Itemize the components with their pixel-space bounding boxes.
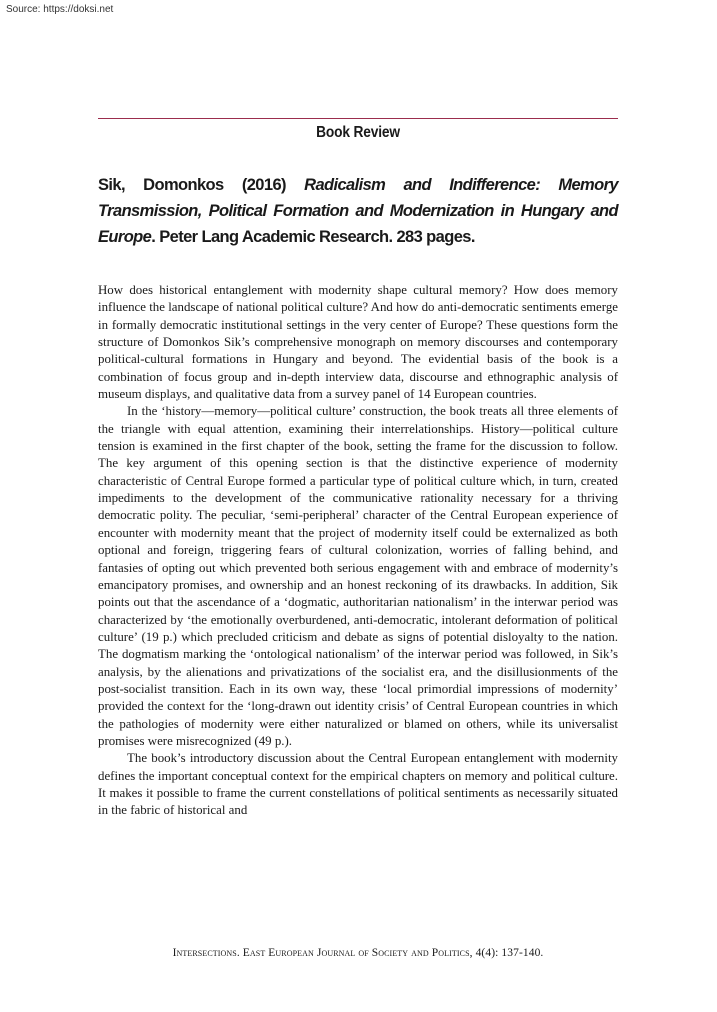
citation-title: Radicalism and Indifference: Memory Transmission, Political Formation and Modernization in Hungary and Europe <box>98 176 618 246</box>
header-rule <box>98 118 618 119</box>
citation-author: Sik, Domonkos (2016) <box>98 176 305 194</box>
paragraph: The book’s introductory discussion about the Central European entanglement with modernity defines the important conceptual context for the empirical chapters on memory and political culture. It makes it possible to frame the current constellations of political sentiments as necessarily situated in the fabric of historical and <box>98 751 618 818</box>
citation-publisher: . Peter Lang Academic Research. 283 pages. <box>151 228 475 246</box>
section-title: Book Review <box>316 124 400 141</box>
book-citation <box>98 172 618 250</box>
journal-issue: , 4(4): 137-140. <box>469 947 544 959</box>
review-body <box>98 282 618 820</box>
journal-name: Intersections. East European Journal of Society and Politics <box>172 947 470 959</box>
journal-footer <box>98 947 618 959</box>
paragraph: How does historical entanglement with modernity shape cultural memory? How does memory influence the landscape of national political culture? And how do anti-democratic sentiments emerge in formally democratic institutional settings in the very center of Europe? These questions form the structure of Domonkos Sik’s comprehensive monograph on memory discourses and contemporary political-cultural formations in Hungary and beyond. The evidential basis of the book is a combination of focus group and in-depth interview data, discourse and ethnographic analysis of museum displays, and qualitative data from a survey panel of 14 European countries. <box>98 283 618 402</box>
source-url: Source: https://doksi.net <box>6 4 114 15</box>
paragraph: In the ‘history—memory—political culture’ construction, the book treats all three elements of the triangle with equal attention, examining their interrelationships. History—political culture tension is examined in the first chapter of the book, setting the frame for the discussion to follow. The key argument of this opening section is that the distinctive experience of modernity characteristic of Central Europe formed a particular type of political culture which, in turn, created impediments to the development of the communicative rationality necessary for a thriving democratic polity. The peculiar, ‘semi-peripheral’ character of the Central European experience of encounter with modernity meant that the project of modernity itself could be externalized as both optional and foreign, triggering fears of cultural colonization, worries of falling behind, and fantasies of opting out which prevented both serious engagement with and embrace of modernity’s emancipatory promises, and ownership and an honest reckoning of its drawbacks. In addition, Sik points out that the ascendance of a ‘dogmatic, authoritarian nationalism’ in the interwar period was characterized by ‘the emotionally overburdened, anti-democratic, intolerant deformation of political culture’ (19 p.) which precluded criticism and debate as signs of potential disloyalty to the nation. The dogmatism marking the ‘ontological nationalism’ of the interwar period was followed, in Sik’s analysis, by the alienations and privatizations of the socialist era, and the disillusionments of the post-socialist transition. Each in its own way, these ‘local primordial impressions of modernity’ provided the context for the ‘long-drawn out identity crisis’ of Central European countries in which the pathologies of modernity were either naturalized or blamed on others, while its universalist promises were misrecognized (49 p.). <box>98 404 618 748</box>
